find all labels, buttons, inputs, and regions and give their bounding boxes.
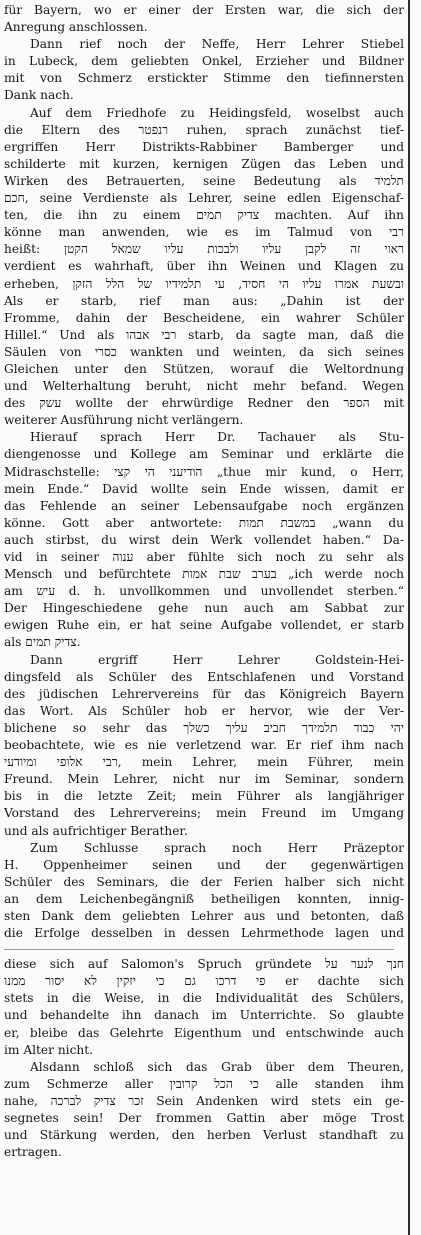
text-line: weiterer Ausführung nicht verlängern. bbox=[4, 413, 244, 428]
text-line: blichene so sehr das יהי כבוד תלמידך חביב עליך כשלך bbox=[4, 720, 404, 735]
text-line: des jüdischen Lehrervereins für das Königreich Bayern bbox=[4, 686, 404, 701]
text-line: vid in seiner ענוה aber fühlte sich noch zu sehr als bbox=[4, 550, 404, 564]
article-body-part2 bbox=[4, 956, 404, 1161]
text-line: diengenosse und Kollege am Seminar und erklärte die bbox=[4, 447, 404, 462]
text-line: nahe, זכר צדיק לברכה Sein Andenken wird stets ein ge- bbox=[4, 1093, 404, 1108]
text-line: Freund. Mein Lehrer, nicht nur im Seminar, sondern bbox=[4, 772, 404, 787]
text-line: die Eltern des רנפטר ruhen, sprach zunächst tief- bbox=[4, 122, 404, 137]
text-line: stets in die Weise, in die Individualität des Schülers, bbox=[4, 991, 404, 1006]
text-line: Vorstand des Lehrervereins; mein Freund im Umgang bbox=[4, 806, 404, 821]
text-line: schilderte mit kurzen, kernigen Zügen das Leben und bbox=[4, 156, 404, 171]
text-line: Als er starb, rief man aus: „Dahin ist der bbox=[4, 293, 404, 308]
text-line: Mensch und befürchtete בערב שבת אמות „ich werde noch bbox=[4, 567, 404, 582]
text-line: Wirken des Betrauerten, seine Bedeutung als תלמיד bbox=[4, 173, 404, 188]
text-line: Alsdann schloß sich das Grab über dem Theuren, bbox=[30, 1059, 404, 1074]
column-rule bbox=[408, 0, 410, 1235]
text-line: Hierauf sprach Herr Dr. Tachauer als Stu- bbox=[30, 430, 404, 445]
text-line: und Welterhaltung beruht, nicht mehr befand. Wegen bbox=[4, 379, 404, 394]
text-line: in Lubeck, dem geliebten Onkel, Erzieher und Bildner bbox=[4, 54, 404, 69]
text-line: Gleichen unter den Stützen, worauf die Weltordnung bbox=[4, 361, 404, 376]
text-line: Zum Schlusse sprach noch Herr Präzeptor bbox=[30, 840, 404, 855]
text-line: verdient es wahrhaft, über ihn Weinen und Klagen zu bbox=[4, 259, 404, 274]
text-line: Anregung anschlossen. bbox=[4, 20, 148, 35]
text-line: Schüler des Seminars, die der Ferien halber sich nicht bbox=[4, 874, 404, 889]
text-line: erheben, ובשעת אמרו עליו הי חסיד, עי תלמידיו של הלל הזקן bbox=[4, 276, 404, 291]
text-line: das Fehlende an seiner Lebensaufgabe noch ergänzen bbox=[4, 498, 404, 513]
text-line: im Alter nicht. bbox=[4, 1042, 94, 1057]
text-line: segnetes sein! Der frommen Gattin aber möge Trost bbox=[4, 1111, 404, 1125]
text-line: רבי אלופי ומיודעי, mein Lehrer, mein Führer, mein bbox=[4, 755, 404, 770]
text-line: die Erfolge desselben in dessen Lehrmethode lagen und bbox=[4, 926, 404, 941]
text-line: Midraschstelle: הודיעני הי קצי „thue mir kund, o Herr, bbox=[4, 464, 404, 479]
text-line: Dann rief noch der Neffe, Herr Lehrer Stiebel bbox=[30, 37, 404, 52]
text-line: könne. Gott aber antwortete: במשבת תמות „wann du bbox=[4, 515, 404, 530]
text-line: heißt: ראוי זה לקבן עליו ולבכות עליו שמאל הקטן bbox=[4, 242, 404, 257]
text-line: ertragen. bbox=[4, 1145, 62, 1160]
text-line: Der Hingeschiedene gehe nun auch am Sabbat zur bbox=[4, 601, 404, 616]
text-line: Auf dem Friedhofe zu Heidingsfeld, woselbst auch bbox=[30, 105, 404, 120]
text-line: beobachtete, wie es nie verletzend war. Er rief ihm nach bbox=[4, 738, 404, 753]
article-column bbox=[4, 2, 404, 1161]
text-line: am עיש d. h. unvollkommen und unvollendet sterben.“ bbox=[4, 584, 404, 599]
text-line: Dank nach. bbox=[4, 88, 74, 103]
text-line: ten, die ihn zu einem צדיק תמים machten. Auf ihn bbox=[4, 208, 404, 223]
text-line: zum Schmerze aller כי הכל קרובין alle standen ihm bbox=[4, 1076, 404, 1091]
text-line: ergriffen Herr Distrikts-Rabbiner Bamberger und bbox=[4, 139, 404, 154]
text-line: und behandelte ihn danach im Unterrichte. So glaubte bbox=[4, 1008, 404, 1023]
text-line: das Wort. Als Schüler hob er hervor, wie der Ver- bbox=[4, 703, 404, 718]
text-line: Fromme, dahin der Bescheidene, ein wahrer Schüler bbox=[4, 310, 404, 325]
text-line: für Bayern, wo er einer der Ersten war, die sich der bbox=[4, 3, 404, 17]
column-break bbox=[4, 942, 404, 956]
text-line: er, bleibe das Gelehrte Eigenthum und entschwinde auch bbox=[4, 1025, 404, 1040]
text-line: könne man anwenden, wie es im Talmud von רבי bbox=[4, 225, 404, 240]
text-line: mein Ende.“ David wollte sein Ende wissen, damit er bbox=[4, 481, 404, 496]
text-line: des עשק wollte der ehrwürdige Redner den הספר mit bbox=[4, 396, 404, 411]
text-line: ewigen Ruhe ein, er hat seine Aufgabe vollendet, er starb bbox=[4, 618, 404, 633]
article-body-part1 bbox=[4, 2, 404, 942]
text-line: Dann ergriff Herr Lehrer Goldstein-Hei- bbox=[30, 652, 404, 667]
text-line: bis in die letzte Zeit; mein Führer als langjähriger bbox=[4, 789, 404, 804]
text-line: und Stärkung werden, den herben Verlust standhaft zu bbox=[4, 1128, 404, 1143]
text-line: dingsfeld als Schüler des Entschlafenen und Vorstand bbox=[4, 669, 404, 684]
text-line: und als aufrichtiger Berather. bbox=[4, 823, 188, 838]
text-line: פי דרכו גם כי יזקין לא יסור ממנו er dachte sich bbox=[4, 974, 404, 989]
text-line: mit von Schmerz erstickter Stimme den tiefinnersten bbox=[4, 71, 404, 86]
text-line: an dem Leichenbegängniß betheiligen konnten, innig- bbox=[4, 891, 404, 906]
text-line: Hillel.“ Und als רבי אבהו starb, da sagte man, daß die bbox=[4, 327, 404, 342]
text-line: sten Dank dem geliebten Lehrer aus und betonten, daß bbox=[4, 908, 404, 923]
text-line: חכם, seine Verdienste als Lehrer, seine edlen Eigenschaf- bbox=[4, 191, 404, 206]
text-line: auch stirbst, du wirst dein Werk vollendet haben.“ Da- bbox=[4, 532, 404, 547]
text-line: diese sich auf Salomon's Spruch gründete חנך לנער על bbox=[4, 957, 404, 972]
text-line: H. Oppenheimer seinen und der gegenwärtigen bbox=[4, 857, 404, 872]
text-line: Säulen von כסרי wankten und weinten, da sich seines bbox=[4, 344, 404, 359]
text-line: als צדיק תמים. bbox=[4, 635, 81, 650]
